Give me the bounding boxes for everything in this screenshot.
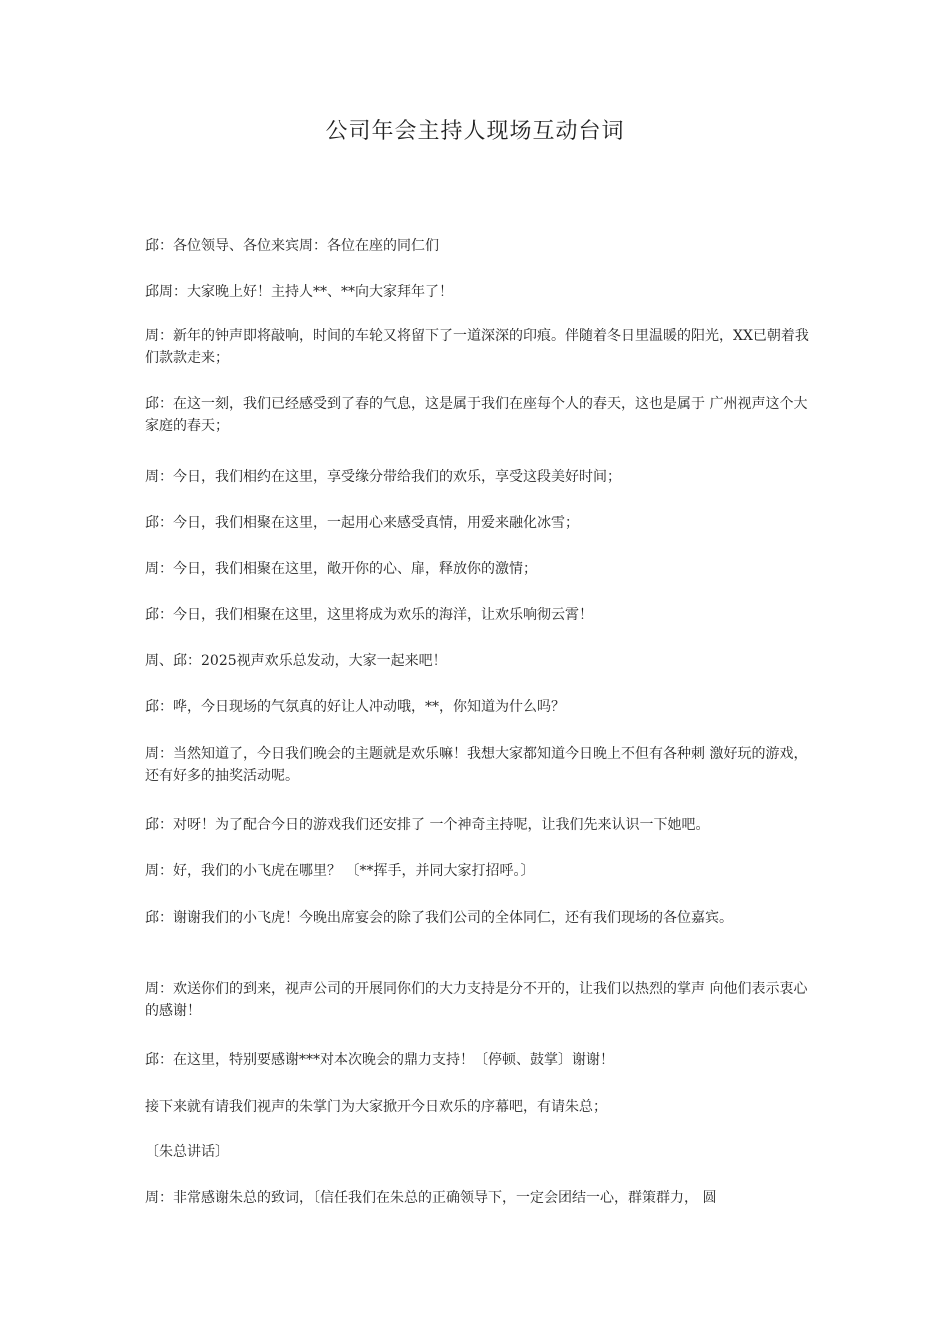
paragraph: 〔朱总讲话〕 — [145, 1144, 229, 1160]
document-title: 公司年会主持人现场互动台词 — [325, 119, 625, 144]
paragraph: 邱：今日，我们相聚在这里，这里将成为欢乐的海洋，让欢乐响彻云霄！ — [145, 607, 593, 623]
paragraph: 邱：在这里，特别要感谢***对本次晚会的鼎力支持！〔停顿、鼓掌〕谢谢！ — [145, 1052, 614, 1068]
paragraph: 周、邱：2025视声欢乐总发动，大家一起来吧！ — [145, 653, 447, 669]
paragraph: 邱：今日，我们相聚在这里，一起用心来感受真情，用爱来融化冰雪； — [145, 515, 579, 531]
paragraph: 周：当然知道了，今日我们晚会的主题就是欢乐嘛！我想大家都知道今日晚上不但有各种刺 激好玩的游戏，还有好多的抽奖活动呢。 — [145, 746, 808, 784]
paragraph: 周：今日，我们相约在这里，享受缘分带给我们的欢乐，享受这段美好时间； — [145, 469, 621, 485]
paragraph: 周：今日，我们相聚在这里，敞开你的心、扉，释放你的激情； — [145, 561, 537, 577]
paragraph: 邱周：大家晚上好！主持人**、**向大家拜年了！ — [145, 284, 453, 300]
paragraph: 邱：各位领导、各位来宾周：各位在座的同仁们 — [145, 238, 439, 254]
paragraph: 周：新年的钟声即将敲响，时间的车轮又将留下了一道深深的印痕。伴随着冬日里温暖的阳光，XX已朝着我们款款走来； — [145, 328, 809, 366]
paragraph: 邱：对呀！为了配合今日的游戏我们还安排了 一个神奇主持呢，让我们先来认识一下她吧。 — [145, 817, 710, 833]
paragraph: 邱：谢谢我们的小飞虎！今晚出席宴会的除了我们公司的全体同仁，还有我们现场的各位嘉宾。 — [145, 910, 733, 926]
paragraph: 周：好，我们的小飞虎在哪里？ 〔**挥手，并同大家打招呼。〕 — [145, 863, 535, 879]
paragraph: 邱：在这一刻，我们已经感受到了春的气息，这是属于我们在座每个人的春天，这也是属于 广州视声这个大家庭的春天； — [145, 396, 808, 434]
paragraph: 邱：哗，今日现场的气氛真的好让人冲动哦，**，你知道为什么吗？ — [145, 699, 565, 715]
paragraph: 接下来就有请我们视声的朱掌门为大家掀开今日欢乐的序幕吧，有请朱总； — [145, 1099, 607, 1115]
paragraph: 周：欢送你们的到来，视声公司的开展同你们的大力支持是分不开的，让我们以热烈的掌声 向他们表示衷心的感谢！ — [145, 981, 808, 1019]
paragraph: 周：非常感谢朱总的致词，〔信任我们在朱总的正确领导下，一定会团结一心，群策群力， 圆 — [145, 1190, 717, 1206]
